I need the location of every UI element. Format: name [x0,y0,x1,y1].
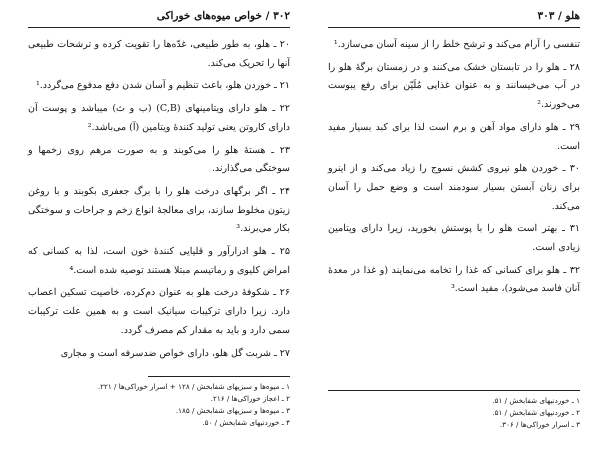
paragraph: ۲۵ ـ هلو ادرارآور و قلیایی کنندهٔ خون است، لذا به کسانی که امراض کلیوی و رماتیسم مبتلا هستند توصیه شده است.⁴ [28,246,290,276]
left-page [28,0,290,451]
paragraph: ۲۲ ـ هلو دارای ویتامینهای (C,B) (ب و ث) میباشد و پوست آن دارای کاروتن یعنی تولید کنندهٔ ویتامین (آ) می‌باشد.² [28,103,290,133]
paragraph: ۲۷ ـ شربت گل هلو، دارای خواص ضدسرفه است و مجاری [60,347,290,359]
paragraph: ۲۰ ـ هلو، به طور طبیعی، غدّه‌ها را تقویت کرده و ترشحات طبیعی آنها را تحریک می‌کند. [28,39,290,69]
footnote: ۲ ـ خوردنیهای شفابخش / ۵۱. [492,408,580,417]
right-footnotes [328,395,580,431]
footnote: ۱ ـ میوه‌ها و سبزیهای شفابخش / ۱۲۸ + اسرار خوراکی‌ها / ۲۲۱. [97,382,290,391]
left-footnote-rule [148,376,290,377]
paragraph: ۳۲ ـ هلو برای کسانی که غذا را تخامه می‌نمایند (و غذا در معدهٔ آنان فاسد می‌شود)، مفید است.³ [328,264,580,295]
paragraph: ۳۱ ـ بهتر است هلو را با پوستش بخورید، زیرا دارای ویتامین زیادی است. [328,223,580,254]
left-header-rule [28,27,290,28]
paragraph: ۲۳ ـ هستهٔ هلو را می‌کوبند و به صورت مرهم روی زخمها و سوختگی می‌گذارند. [28,144,290,175]
paragraph: ۲۴ ـ اگر برگهای درخت هلو را با برگ جعفری بکوبند و با روغن زیتون مخلوط سازند، برای معالجهٔ انواع زخم و جراحات و سوختگی بکار می‌برند.³ [28,185,290,235]
paragraph: ۲۹ ـ هلو دارای مواد آهن و برم است لذا برای کبد بسیار مفید است. [328,121,580,152]
footnote: ۲ ـ اعجاز خوراکی‌ها / ۲۱۶. [210,394,290,403]
footnote: ۳ ـ اسرار خوراکی‌ها / ۳۰۶. [499,420,580,429]
right-footnote-rule [328,390,580,391]
paragraph: تنفسی را آرام می‌کند و ترشح خلط را از سینه آسان می‌سازد.¹ [333,39,580,50]
left-page-header: ۳۰۲ / خواص میوه‌های خوراکی [156,10,290,22]
paragraph: ۲۸ ـ هلو را در تابستان خشک می‌کنند و در زمستان برگهٔ هلو را در آب می‌خیسانند و به عنوان غذایی مُلَیّن برای رفع یبوست می‌خورند.² [328,61,580,111]
paragraph: ۳۰ ـ خوردن هلو نیروی کشش نسوج را زیاد می‌کند و از اینرو برای زنان آبستن بسیار سودمند است و وضع حمل را آسان می‌کند. [328,163,580,212]
left-footnotes [28,381,290,429]
right-page-header: هلو / ۳۰۳ [537,10,580,22]
left-page-body [28,36,290,363]
footnote: ۴ ـ خوردنیهای شفابخش / ۵۰. [202,418,290,427]
paragraph: ۲۱ ـ خوردن هلو، باعث تنظیم و آسان شدن دفع مدفوع می‌گردد.¹ [35,80,290,92]
right-page [328,0,580,451]
right-page-body [328,36,580,299]
paragraph: ۲۶ ـ شکوفهٔ درخت هلو به عنوان دم‌کرده، خاصیت تسکین اعصاب دارد. زیرا دارای ترکیبات سیانیک است و به همین علت ترکیبات سمی دارد و باید به مقدار کم مصرف گردد. [28,287,290,336]
footnote: ۳ ـ میوه‌ها و سبزیهای شفابخش / ۱۸۵. [175,406,290,415]
footnote: ۱ ـ خوردنیهای شفابخش / ۵۱. [492,396,580,405]
right-header-rule [328,27,580,28]
